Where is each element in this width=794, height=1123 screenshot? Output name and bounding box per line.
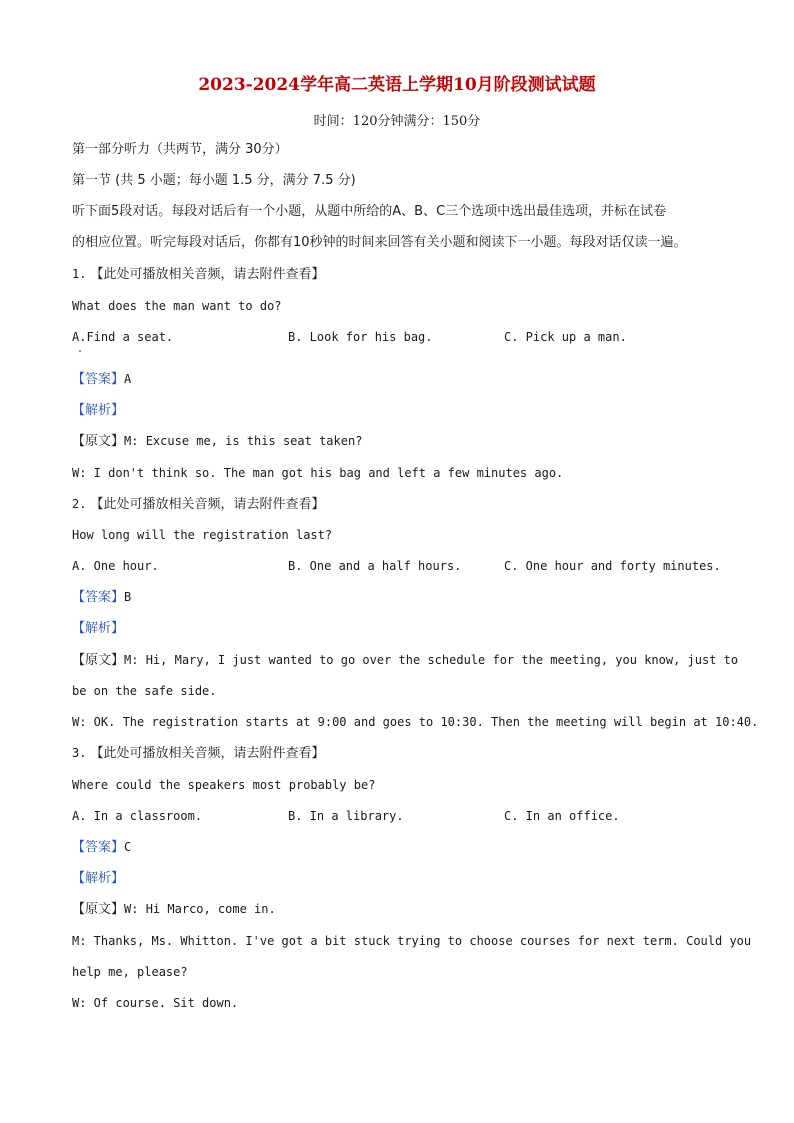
answer-value: B: [124, 590, 132, 604]
question-2-option-b: B. One and a half hours.: [288, 559, 462, 573]
question-1-option-b: B. Look for his bag.: [288, 330, 433, 344]
question-3-answer: [72, 839, 131, 856]
question-number: 1.: [72, 267, 87, 281]
question-number: 2.: [72, 497, 87, 511]
analysis-label: 【解析】: [72, 621, 125, 636]
answer-value: C: [124, 840, 132, 854]
question-1-analysis: [72, 402, 124, 419]
analysis-label: 【解析】: [72, 871, 125, 886]
question-1-header: [72, 266, 324, 283]
analysis-label: 【解析】: [72, 403, 125, 418]
question-3-transcript-1: [72, 901, 276, 918]
answer-label: 【答案】: [72, 840, 125, 855]
question-2-header: [72, 496, 324, 513]
question-2-transcript-2: be on the safe side.: [72, 684, 217, 698]
question-2-answer: [72, 589, 131, 606]
question-1-text: What does the man want to do?: [72, 299, 282, 313]
question-1-option-c: C. Pick up a man.: [504, 330, 627, 344]
question-2-transcript-1: [72, 652, 738, 669]
question-3-option-b: B. In a library.: [288, 809, 404, 823]
original-label: 【原文】: [72, 653, 125, 668]
audio-note: 【此处可播放相关音频，请去附件查看】: [90, 497, 325, 512]
question-1-option-a: A.Find a seat.: [72, 330, 174, 344]
question-2-transcript-3: W: OK. The registration starts at 9:00 and goes to 10:30. Then the meeting will begin at 10:40.: [72, 715, 759, 729]
original-label: 【原文】: [72, 434, 125, 449]
question-2-text: How long will the registration last?: [72, 528, 333, 542]
question-3-text: Where could the speakers most probably be?: [72, 778, 376, 792]
question-3-transcript-4: W: Of course. Sit down.: [72, 996, 239, 1010]
original-label: 【原文】: [72, 902, 125, 917]
transcript-text: M: Excuse me, is this seat taken?: [124, 434, 363, 448]
audio-note: 【此处可播放相关音频，请去附件查看】: [90, 746, 325, 761]
question-2-analysis: [72, 620, 124, 637]
answer-label: 【答案】: [72, 590, 125, 605]
instructions-line-1: 听下面5段对话。每段对话后有一个小题，从题中所给的A、B、C三个选项中选出最佳选项，并标在试卷: [72, 204, 667, 219]
question-1-transcript-2: W: I don't think so. The man got his bag and left a few minutes ago.: [72, 466, 564, 480]
audio-note: 【此处可播放相关音频，请去附件查看】: [90, 267, 325, 282]
question-3-transcript-2: M: Thanks, Ms. Whitton. I've got a bit stuck trying to choose courses for next term. Could you: [72, 934, 752, 948]
answer-label: 【答案】: [72, 372, 125, 387]
question-3-analysis: [72, 870, 124, 887]
question-2-option-c: C. One hour and forty minutes.: [504, 559, 721, 573]
part-heading: 第一部分听力（共两节，满分 30分）: [72, 142, 288, 157]
question-1-answer: [72, 371, 131, 388]
question-3-header: [72, 745, 324, 762]
instructions-line-2: 的相应位置。听完每段对话后，你都有10秒钟的时间来回答有关小题和阅读下一小题。每段对话仅读一遍。: [72, 235, 687, 250]
exam-time-info: 时间：120分钟满分：150分: [313, 114, 481, 129]
question-3-option-c: C. In an office.: [504, 809, 620, 823]
page-title: 2023-2024学年高二英语上学期10月阶段测试试题: [198, 75, 596, 95]
answer-value: A: [124, 372, 132, 386]
question-number: 3.: [72, 746, 87, 760]
question-2-option-a: A. One hour.: [72, 559, 159, 573]
question-3-transcript-3: help me, please?: [72, 965, 188, 979]
section-heading: 第一节 (共 5 小题；每小题 1.5 分，满分 7.5 分): [72, 173, 356, 188]
question-3-option-a: A. In a classroom.: [72, 809, 203, 823]
question-1-transcript-1: [72, 433, 362, 450]
transcript-text: W: Hi Marco, come in.: [124, 902, 276, 916]
stray-mark: [79, 350, 81, 352]
transcript-text: M: Hi, Mary, I just wanted to go over the schedule for the meeting, you know, just to: [124, 653, 739, 667]
